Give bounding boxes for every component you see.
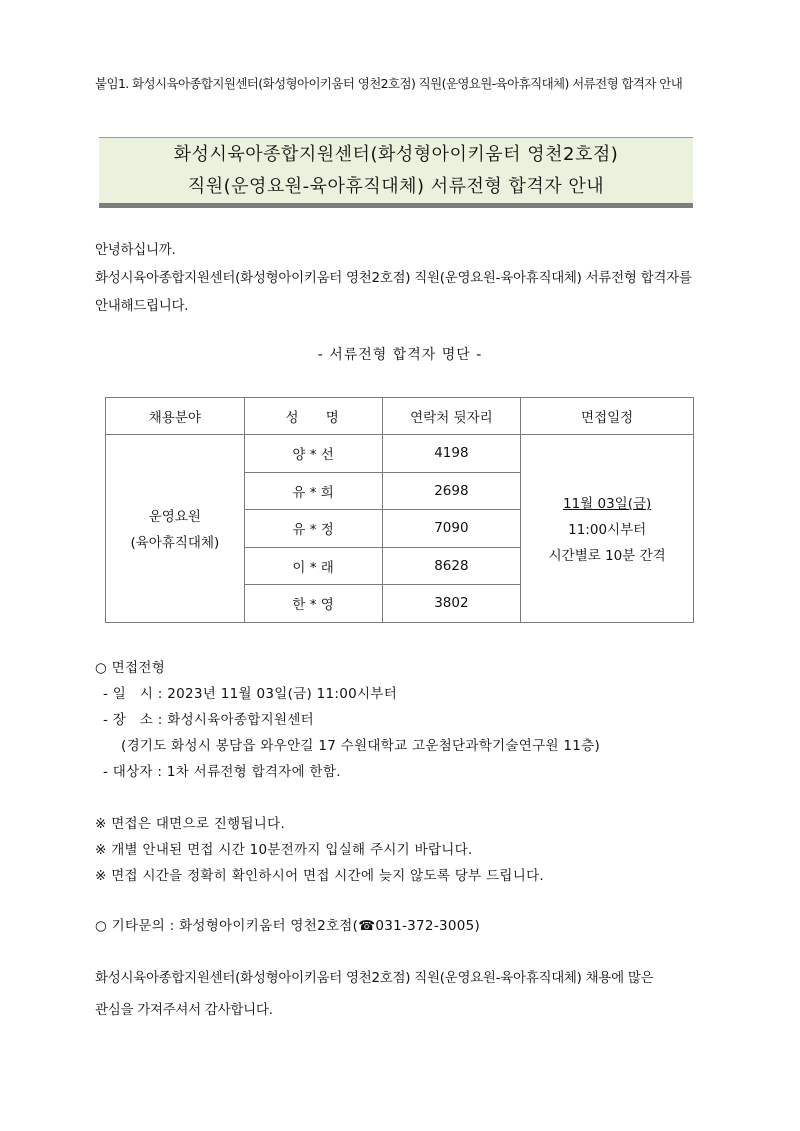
header-name: 성 명 xyxy=(244,398,382,435)
applicant-phone: 7090 xyxy=(382,510,521,548)
schedule-date: 11월 03일(금) xyxy=(562,496,652,513)
list-title: - 서류전형 합격자 명단 - xyxy=(317,347,483,363)
schedule-interval: 시간별로 10분 간격 xyxy=(548,548,666,565)
applicant-phone: 2698 xyxy=(382,472,521,510)
applicant-table xyxy=(105,397,694,623)
header-schedule: 면접일정 xyxy=(521,398,694,435)
schedule-time: 11:00시부터 xyxy=(568,522,647,539)
interview-target: - 대상자 : 1차 서류전형 합격자에 한함. xyxy=(103,764,341,780)
applicant-name: 이 * 래 xyxy=(244,547,382,585)
header-phone: 연락처 뒷자리 xyxy=(382,398,521,435)
closing-line-2: 관심을 가져주셔서 감사합니다. xyxy=(95,1002,273,1018)
intro-line-2: 안내해드립니다. xyxy=(95,298,189,314)
intro-greeting: 안녕하십니까. xyxy=(95,242,176,258)
applicant-name: 한 * 영 xyxy=(244,585,382,623)
title-line-2: 직원(운영요원-육아휴직대체) 서류전형 합격자 안내 xyxy=(187,175,605,197)
intro-line-1: 화성시육아종합지원센터(화성형아이키움터 영천2호점) 직원(운영요원-육아휴직대체) 서류전형 합격자를 xyxy=(95,270,692,286)
interview-heading: ○ 면접전형 xyxy=(95,660,166,676)
interview-date: - 일 시 : 2023년 11월 03일(금) 11:00시부터 xyxy=(103,686,398,702)
contact-info xyxy=(95,913,755,939)
note-item: ※ 면접 시간을 정확히 확인하시어 면접 시간에 늦지 않도록 당부 드립니다. xyxy=(95,868,545,884)
table-row xyxy=(106,435,694,473)
field-cell xyxy=(106,435,245,623)
interview-place: - 장 소 : 화성시육아종합지원센터 xyxy=(103,712,314,728)
interview-address: (경기도 화성시 봉담읍 와우안길 17 수원대학교 고운첨단과학기술연구원 11층) xyxy=(121,738,601,754)
interview-section xyxy=(95,655,755,785)
notes-section xyxy=(95,811,755,889)
applicant-phone: 4198 xyxy=(382,435,521,473)
note-item: ※ 면접은 대면으로 진행됩니다. xyxy=(95,816,286,832)
applicant-name: 양 * 선 xyxy=(244,435,382,473)
closing-message xyxy=(95,962,735,1026)
applicant-name: 유 * 정 xyxy=(244,510,382,548)
closing-line-1: 화성시육아종합지원센터(화성형아이키움터 영천2호점) 직원(운영요원-육아휴직대체) 채용에 많은 xyxy=(95,970,654,986)
applicant-phone: 3802 xyxy=(382,585,521,623)
applicant-name: 유 * 희 xyxy=(244,472,382,510)
note-item: ※ 개별 안내된 면접 시간 10분전까지 입실해 주시기 바랍니다. xyxy=(95,842,473,858)
document-title-box xyxy=(99,137,693,208)
table-header-row xyxy=(106,398,694,435)
field-name: 운영요원 xyxy=(148,509,201,526)
attachment-header: 붙임1. 화성시육아종합지원센터(화성형아이키움터 영천2호점) 직원(운영요원-육아휴직대체) 서류전형 합격자 안내 xyxy=(95,76,683,91)
applicant-phone: 8628 xyxy=(382,547,521,585)
contact-line: ○ 기타문의 : 화성형아이키움터 영천2호점(☎031-372-3005) xyxy=(95,918,481,934)
schedule-cell xyxy=(521,435,694,623)
header-field: 채용분야 xyxy=(106,398,245,435)
field-subname: (육아휴직대체) xyxy=(130,535,220,552)
title-line-1: 화성시육아종합지원센터(화성형아이키움터 영천2호점) xyxy=(173,143,619,165)
